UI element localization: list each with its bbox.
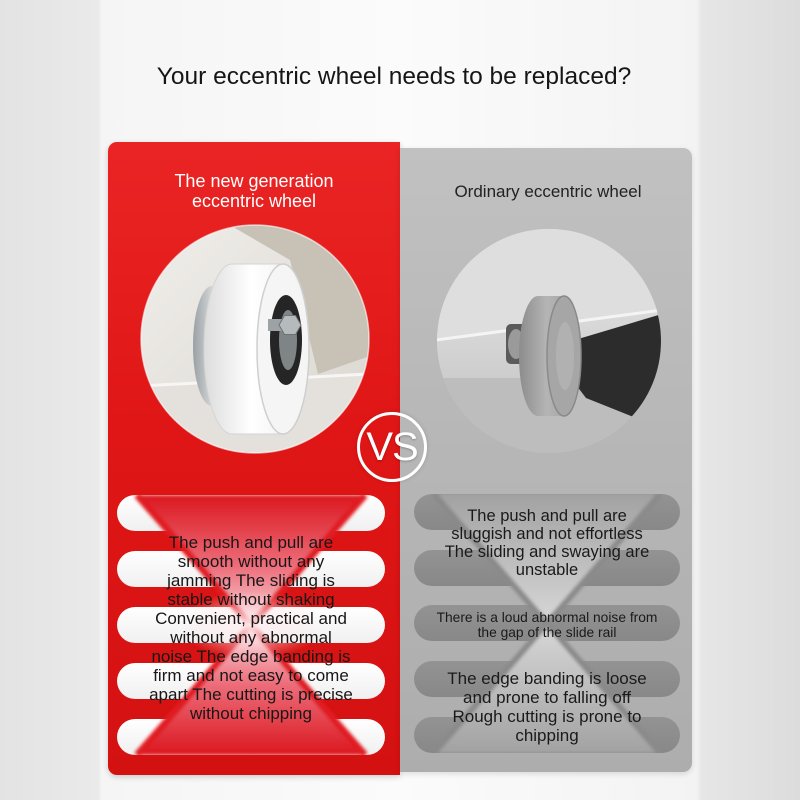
feature-line: noise The edge banding is [151,647,351,666]
feature-line: firm and not easy to come [153,666,349,685]
hex-nut [279,316,301,335]
drawback-line: The push and pull are [467,507,627,525]
page-title: Your eccentric wheel needs to be replaced? [156,63,632,90]
feature-line: The push and pull are [168,533,334,552]
new-generation-heading [108,171,400,211]
feature-line: smooth without any [177,552,325,571]
drawback-line: chipping [515,726,579,745]
drawback-line: The sliding and swaying are [444,543,650,561]
vs-label: VS [366,425,418,469]
new-wheel-photo [140,224,370,454]
drawback-line: The edge banding is loose [447,669,647,688]
drawback-line: There is a loud abnormal noise from [436,610,658,625]
feature-line: without any abnormal [170,628,332,647]
drawback-line: unstable [515,561,579,579]
ordinary-wheel-heading: Ordinary eccentric wheel [454,182,642,201]
feature-line: Convenient, practical and [155,609,347,628]
drawback-block-quality [414,669,680,745]
ordinary-wheel-photo [436,228,662,454]
feature-line: stable without shaking [167,590,335,609]
drawback-line: and prone to falling off [463,688,631,707]
drawback-block-noise [414,610,680,640]
feature-line: without chipping [190,704,312,723]
drawback-line: sluggish and not effortless [451,525,643,543]
drawback-line: the gap of the slide rail [477,625,617,640]
heading-line: eccentric wheel [191,191,317,211]
heading-line: The new generation [174,171,334,191]
feature-line: apart The cutting is precise [149,685,353,704]
feature-line: jamming The sliding is [167,571,335,590]
drawback-block-motion [414,507,680,579]
vs-badge [357,412,427,482]
drawback-line: Rough cutting is prone to [452,707,642,726]
new-wheel-features [117,533,385,723]
